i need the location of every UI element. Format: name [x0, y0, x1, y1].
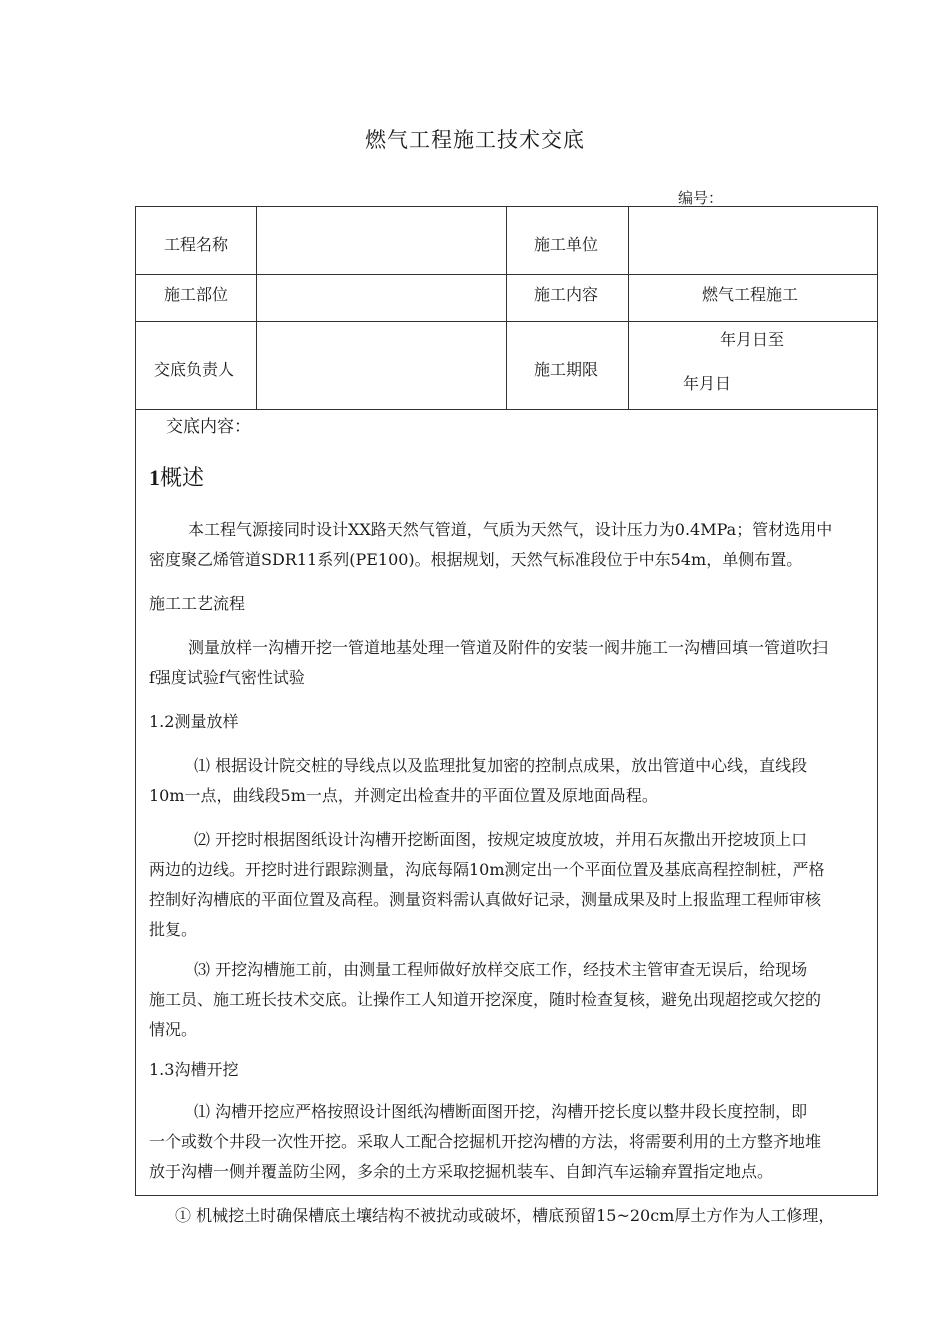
section-heading [149, 461, 204, 492]
paragraph-line: ⑵ 开挖时根据图纸设计沟槽开挖断面图，按规定坡度放坡，并用石灰撒出开挖坡顶上口 [194, 830, 808, 849]
briefing-person-label: 交底负责人 [154, 360, 235, 379]
paragraph-line: 放于沟槽一侧并覆盖防尘网，多余的土方采取挖掘机装车、自卸汽车运输弃置指定地点。 [149, 1162, 774, 1181]
subsection-heading: 施工工艺流程 [149, 594, 246, 613]
table-column-divider [506, 207, 507, 409]
construction-content-value: 燃气工程施工 [702, 285, 799, 304]
construction-content-label: 施工内容 [534, 285, 599, 304]
paragraph-line: 情况。 [149, 1020, 198, 1039]
document-number-label: 编号： [678, 189, 724, 207]
briefing-content-label: 交底内容： [166, 417, 251, 437]
project-name-label: 工程名称 [164, 235, 229, 254]
construction-part-label: 施工部位 [164, 285, 229, 304]
paragraph-line: 测量放样一沟槽开挖一管道地基处理一管道及附件的安装一阀井施工一沟槽回填一管道吹扫 [188, 638, 829, 657]
paragraph-line: ⑶ 开挖沟槽施工前，由测量工程师做好放样交底工作，经技术主管审查无误后，给现场 [194, 960, 808, 979]
briefing-table [135, 206, 878, 1196]
paragraph-line: 一个或数个井段一次性开挖。采取人工配合挖掘机开挖沟槽的方法，将需要利用的土方整齐地堆 [149, 1132, 822, 1151]
paragraph-line: 批复。 [149, 920, 198, 939]
section-title: 概述 [160, 466, 205, 491]
table-column-divider [628, 207, 629, 409]
document-title: 燃气工程施工技术交底 [365, 128, 585, 152]
paragraph-line: 施工员、施工班长技术交底。让操作工人知道开挖深度，随时检查复核，避免出现超挖或欠挖的 [149, 990, 822, 1009]
continuation-line: ① 机械挖土时确保槽底土壤结构不被扰动或破坏，槽底预留15~20cm厚土方作为人工修理， [175, 1206, 835, 1225]
table-column-divider [256, 207, 257, 409]
paragraph-line: 控制好沟槽底的平面位置及高程。测量资料需认真做好记录，测量成果及时上报监理工程师审核 [149, 890, 822, 909]
paragraph-line: 两边的边线。开挖时进行跟踪测量，沟底每隔10m测定出一个平面位置及基底高程控制桩，严格 [149, 860, 825, 879]
period-from: 年月日至 [720, 330, 785, 349]
construction-unit-label: 施工单位 [534, 235, 599, 254]
paragraph-line: f强度试验f气密性试验 [149, 668, 305, 687]
paragraph-line: 10m一点，曲线段5m一点，并测定出检查井的平面位置及原地面咼程。 [149, 786, 658, 805]
paragraph-line: ⑴ 根据设计院交桩的导线点以及监理批复加密的控制点成果，放出管道中心线，直线段 [194, 756, 808, 775]
subsection-heading: 1.3沟槽开挖 [149, 1060, 239, 1079]
subsection-heading: 1.2测量放样 [149, 712, 239, 731]
paragraph-line: 密度聚乙烯管道SDR11系列(PE100)。根据规划，天然气标准段位于中东54m，单侧布置。 [149, 550, 803, 569]
table-row-divider [136, 409, 877, 410]
section-number: 1 [149, 465, 160, 490]
period-to: 年月日 [683, 374, 732, 393]
paragraph-line: ⑴ 沟槽开挖应严格按照设计图纸沟槽断面图开挖，沟槽开挖长度以整井段长度控制，即 [194, 1102, 808, 1121]
paragraph-line: 本工程气源接同时设计XX路天然气管道，气质为天然气，设计压力为0.4MPa；管材选用中 [188, 520, 833, 539]
construction-period-label: 施工期限 [534, 360, 599, 379]
